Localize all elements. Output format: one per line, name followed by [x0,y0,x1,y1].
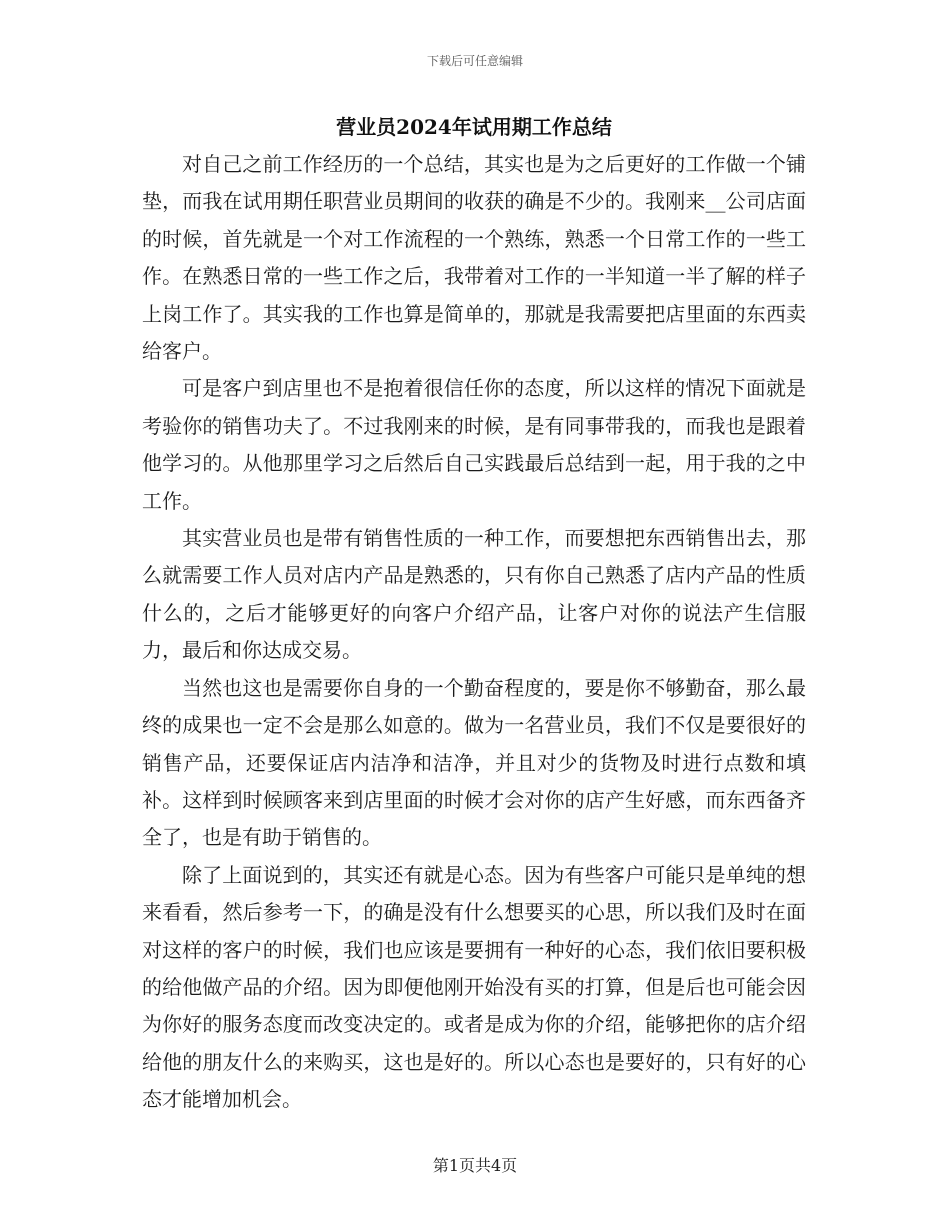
document-body [142,146,806,1119]
paragraph-2: 可是客户到店里也不是抱着很信任你的态度，所以这样的情况下面就是考验你的销售功夫了。不过我刚来的时候，是有同事带我的，而我也是跟着他学习的。从他那里学习之后然后自己实践最后总结到一起，用于我的之中工作。 [142,376,806,513]
paragraph-1: 对自己之前工作经历的一个总结，其实也是为之后更好的工作做一个铺垫，而我在试用期任职营业员期间的收获的确是不少的。我刚来__公司店面的时候，首先就是一个对工作流程的一个熟练，熟悉一个日常工作的一些工作。在熟悉日常的一些工作之后，我带着对工作的一半知道一半了解的样子上岗工作了。其实我的工作也算是简单的，那就是我需要把店里面的东西卖给客户。 [142,152,806,364]
page-number-footer: 第1页共4页 [432,1156,518,1175]
page-header-note: 下载后可任意编辑 [426,54,523,68]
document-title: 营业员2024年试用期工作总结 [336,115,612,139]
paragraph-5: 除了上面说到的，其实还有就是心态。因为有些客户可能只是单纯的想来看看，然后参考一下，的确是没有什么想要买的心思，所以我们及时在面对这样的客户的时候，我们也应该是要拥有一种好的心态，我们依旧要积极的给他做产品的介绍。因为即便他刚开始没有买的打算，但是后也可能会因为你好的服务态度而改变决定的。或者是成为你的介绍，能够把你的店介绍给他的朋友什么的来购买，这也是好的。所以心态也是要好的，只有好的心态才能增加机会。 [142,862,806,1112]
paragraph-4: 当然也这也是需要你自身的一个勤奋程度的，要是你不够勤奋，那么最终的成果也一定不会是那么如意的。做为一名营业员，我们不仅是要很好的销售产品，还要保证店内洁净和洁净，并且对少的货物及时进行点数和填补。这样到时候顾客来到店里面的时候才会对你的店产生好感，而东西备齐全了，也是有助于销售的。 [142,675,806,850]
paragraph-3: 其实营业员也是带有销售性质的一种工作，而要想把东西销售出去，那么就需要工作人员对店内产品是熟悉的，只有你自己熟悉了店内产品的性质什么的，之后才能够更好的向客户介绍产品，让客户对你的说法产生信服力，最后和你达成交易。 [142,526,806,663]
